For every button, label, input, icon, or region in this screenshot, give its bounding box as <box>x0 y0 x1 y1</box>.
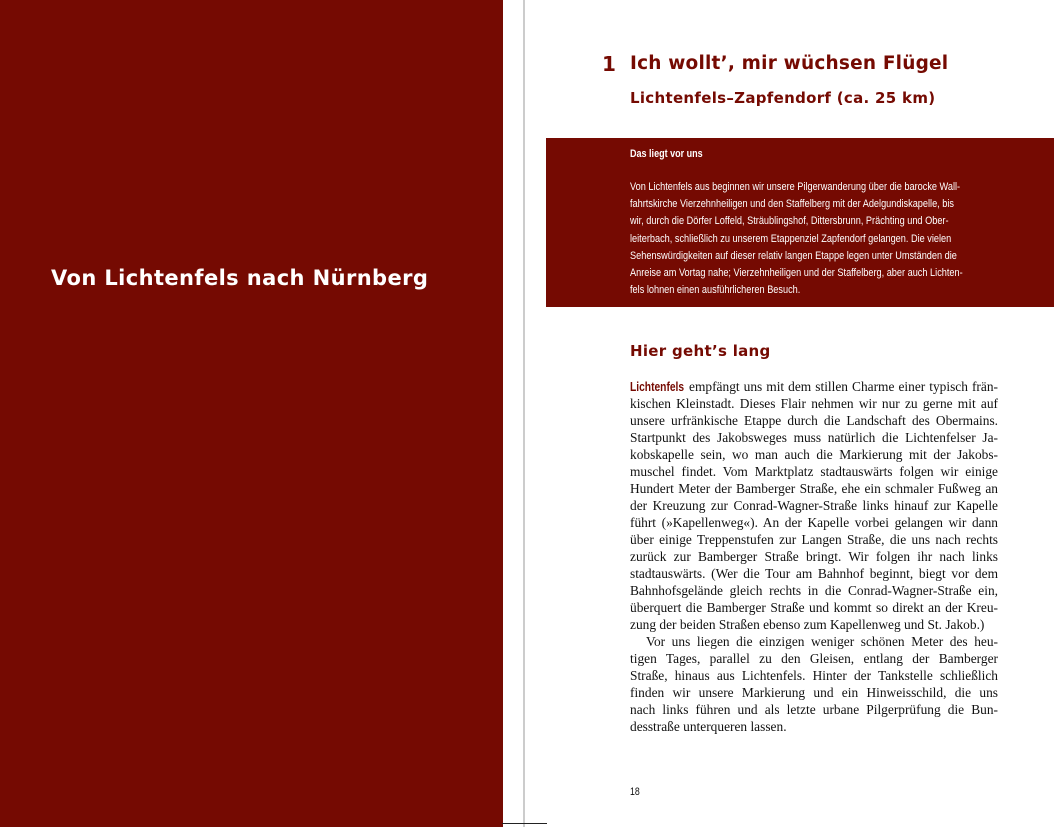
intro-line: Sehenswürdigkeiten auf dieser relativ langen Etappe legen unter Umständen die <box>630 249 957 262</box>
body-line: unsere urfränkische Etappe durch die Landschaft des Obermains. <box>630 413 998 428</box>
page-number: 18 <box>630 786 640 798</box>
part-title: Von Lichtenfels nach Nürnberg <box>51 266 429 290</box>
lead-word-place: Lichtenfels <box>630 380 685 394</box>
left-page-part-opener <box>0 0 503 827</box>
intro-line: fels lohnen einen ausführlicheren Besuch. <box>630 284 801 297</box>
body-line: zurück zur Bamberger Straße bringt. Wir folgen ihr nach links <box>630 549 998 564</box>
crop-mark <box>502 823 547 824</box>
body-line: muschel findet. Vom Marktplatz stadtauswärts folgen wir einige <box>630 464 998 479</box>
body-text <box>630 378 998 735</box>
intro-heading: Das liegt vor uns <box>630 148 703 160</box>
body-line: führt (»Kapellenweg«). An der Kapelle vorbei gelangen wir dann <box>630 515 998 530</box>
body-line: Straße, hinaus aus Lichtenfels. Hinter der Tankstelle schließlich <box>630 668 998 683</box>
body-line: stadtauswärts. (Wer die Tour am Bahnhof beginnt, biegt vor dem <box>630 566 998 581</box>
chapter-subtitle: Lichtenfels–Zapfendorf (ca. 25 km) <box>630 89 936 107</box>
body-line: der Kreuzung zur Conrad-Wagner-Straße links hinauf zur Kapelle <box>630 498 998 513</box>
body-line: Bahnhofsgelände gleich rechts in die Conrad-Wagner-Straße ein, <box>630 583 998 598</box>
body-line: kobskapelle sein, wo man auch die Markierung mit der Jakobs- <box>630 447 998 462</box>
body-line: desstraße unterqueren lassen. <box>630 719 787 734</box>
body-line: überquert die Bamberger Straße und kommt so direkt an der Kreu- <box>630 600 998 615</box>
chapter-number: 1 <box>602 52 616 76</box>
body-line: zung der beiden Straßen ebenso zum Kapellenweg und St. Jakob.) <box>630 617 985 632</box>
chapter-title: Ich wollt’, mir wüchsen Flügel <box>630 53 949 74</box>
intro-line: fahrtskirche Vierzehnheiligen und den Staffelberg mit der Adelgundiskapelle, bis <box>630 198 955 211</box>
body-line: kischen Kleinstadt. Dieses Flair nehmen wir nur zu gerne mit auf <box>630 396 998 411</box>
body-line <box>630 378 998 395</box>
section-heading: Hier geht’s lang <box>630 342 771 360</box>
body-line: Vor uns liegen die einzigen weniger schönen Meter des heu- <box>646 634 998 649</box>
intro-line: Anreise am Vortag nahe; Vierzehnheiligen und der Staffelberg, aber auch Lichten- <box>630 267 963 280</box>
page-gutter-divider <box>523 0 525 827</box>
body-line: Startpunkt des Jakobsweges muss natürlich die Lichtenfelser Ja- <box>630 430 998 445</box>
body-line-text: empfängt uns mit dem stillen Charme einer typisch frän- <box>685 379 998 394</box>
body-line: nach links führen und als letzte urbane Pilgerprüfung die Bun- <box>630 702 998 717</box>
intro-line: Von Lichtenfels aus beginnen wir unsere Pilgerwanderung über die barocke Wall- <box>630 181 961 193</box>
intro-box <box>546 138 1054 307</box>
body-line: Hundert Meter der Bamberger Straße, ehe ein schmaler Fußweg an <box>630 481 998 496</box>
body-line: tigen Tages, parallel zu den Gleisen, entlang der Bamberger <box>630 651 998 666</box>
body-line: finden wir unsere Markierung und ein Hinweisschild, die uns <box>630 685 998 700</box>
intro-line: wir, durch die Dörfer Loffeld, Sträublingshof, Dittersbrunn, Prächting und Ober- <box>630 215 949 228</box>
intro-line: leiterbach, schließlich zu unserem Etappenziel Zapfendorf gelangen. Die vielen <box>630 232 952 245</box>
body-line: über einige Treppenstufen zur Langen Straße, die uns nach rechts <box>630 532 998 547</box>
intro-text <box>630 179 991 299</box>
